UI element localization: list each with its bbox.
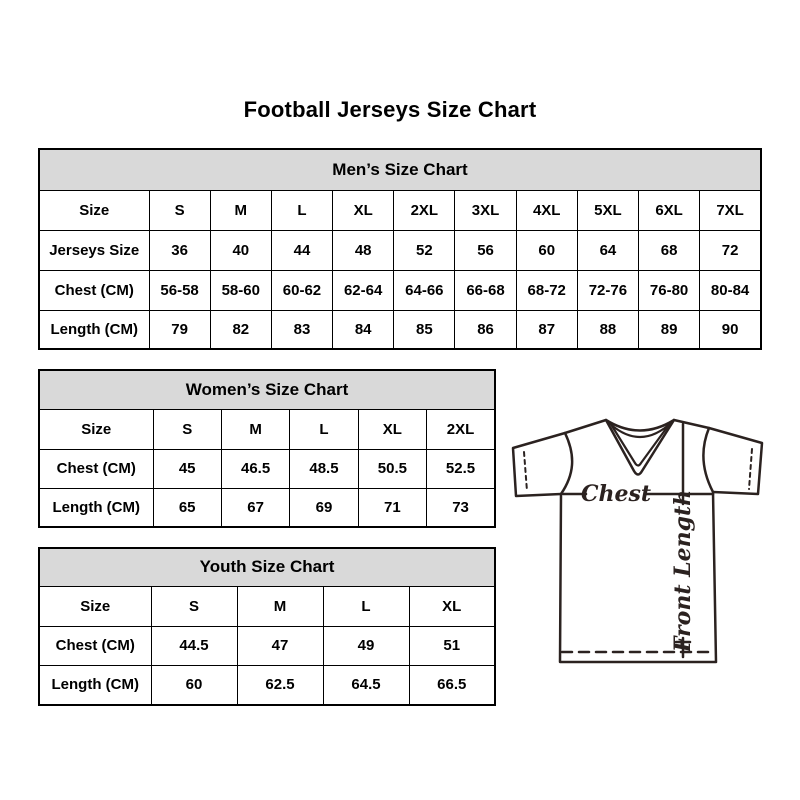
- table-header-row: [39, 149, 761, 190]
- table-title: Men’s Size Chart: [39, 149, 761, 190]
- table-cell: L: [271, 190, 332, 230]
- table-cell: S: [153, 409, 221, 449]
- table-cell: 84: [333, 310, 394, 349]
- table-cell: 64: [577, 230, 638, 270]
- table-cell: 6XL: [639, 190, 700, 230]
- table-cell: 46.5: [221, 449, 289, 488]
- table-cell: M: [221, 409, 289, 449]
- row-label-cell: Size: [39, 190, 149, 230]
- table-cell: 68-72: [516, 270, 577, 310]
- table-cell: 79: [149, 310, 210, 349]
- table-cell: 40: [210, 230, 271, 270]
- front-length-measure-label: Front Length: [670, 489, 696, 653]
- row-label-cell: Size: [39, 586, 151, 626]
- table-cell: 3XL: [455, 190, 516, 230]
- womens-size-table: [38, 369, 496, 528]
- table-cell: 83: [271, 310, 332, 349]
- table-row: [39, 665, 495, 705]
- row-label-cell: Length (CM): [39, 310, 149, 349]
- table-cell: 49: [323, 626, 409, 665]
- table-cell: 50.5: [358, 449, 426, 488]
- table-cell: S: [149, 190, 210, 230]
- table-cell: M: [210, 190, 271, 230]
- table-cell: 67: [221, 488, 289, 527]
- table-cell: 56-58: [149, 270, 210, 310]
- table-cell: 56: [455, 230, 516, 270]
- table-cell: 47: [237, 626, 323, 665]
- table-cell: XL: [358, 409, 426, 449]
- table-row: [39, 449, 495, 488]
- table-cell: 69: [290, 488, 358, 527]
- table-cell: 86: [455, 310, 516, 349]
- row-label-cell: Length (CM): [39, 665, 151, 705]
- table-header-row: [39, 370, 495, 409]
- table-row: [39, 488, 495, 527]
- table-cell: 62-64: [333, 270, 394, 310]
- table-row: [39, 270, 761, 310]
- table-cell: 65: [153, 488, 221, 527]
- table-cell: 62.5: [237, 665, 323, 705]
- table-cell: 58-60: [210, 270, 271, 310]
- table-cell: 52: [394, 230, 455, 270]
- table-cell: 44: [271, 230, 332, 270]
- table-cell: 89: [639, 310, 700, 349]
- table-title: Youth Size Chart: [39, 548, 495, 586]
- chest-measure-label: Chest: [580, 481, 652, 507]
- table-cell: 52.5: [427, 449, 495, 488]
- table-cell: 66-68: [455, 270, 516, 310]
- table-cell: 64-66: [394, 270, 455, 310]
- table-cell: 2XL: [394, 190, 455, 230]
- table-cell: 4XL: [516, 190, 577, 230]
- table-cell: 66.5: [409, 665, 495, 705]
- table-cell: 82: [210, 310, 271, 349]
- table-cell: 51: [409, 626, 495, 665]
- table-cell: XL: [333, 190, 394, 230]
- right-sleeve-outline: [709, 428, 762, 494]
- table-cell: 73: [427, 488, 495, 527]
- row-label-cell: Size: [39, 409, 153, 449]
- table-cell: 80-84: [700, 270, 761, 310]
- table-cell: 64.5: [323, 665, 409, 705]
- left-sleeve-outline: [513, 433, 565, 496]
- table-cell: 7XL: [700, 190, 761, 230]
- row-label-cell: Chest (CM): [39, 626, 151, 665]
- table-cell: 68: [639, 230, 700, 270]
- table-row: [39, 190, 761, 230]
- mens-size-table: [38, 148, 762, 350]
- table-title: Women’s Size Chart: [39, 370, 495, 409]
- table-cell: 60: [516, 230, 577, 270]
- table-cell: 5XL: [577, 190, 638, 230]
- table-cell: 48.5: [290, 449, 358, 488]
- table-cell: L: [323, 586, 409, 626]
- table-cell: S: [151, 586, 237, 626]
- table-cell: 36: [149, 230, 210, 270]
- table-cell: L: [290, 409, 358, 449]
- table-cell: 76-80: [639, 270, 700, 310]
- table-cell: 72-76: [577, 270, 638, 310]
- table-cell: 90: [700, 310, 761, 349]
- table-cell: 87: [516, 310, 577, 349]
- row-label-cell: Length (CM): [39, 488, 153, 527]
- table-cell: 48: [333, 230, 394, 270]
- table-cell: 44.5: [151, 626, 237, 665]
- row-label-cell: Jerseys Size: [39, 230, 149, 270]
- table-cell: 71: [358, 488, 426, 527]
- table-row: [39, 230, 761, 270]
- table-cell: 85: [394, 310, 455, 349]
- table-cell: 45: [153, 449, 221, 488]
- page-title: Football Jerseys Size Chart: [243, 97, 537, 122]
- table-cell: 60: [151, 665, 237, 705]
- row-label-cell: Chest (CM): [39, 449, 153, 488]
- table-header-row: [39, 548, 495, 586]
- row-label-cell: Chest (CM): [39, 270, 149, 310]
- table-cell: 60-62: [271, 270, 332, 310]
- table-cell: XL: [409, 586, 495, 626]
- jersey-measurement-diagram: [498, 403, 776, 671]
- youth-size-table: [38, 547, 496, 706]
- table-cell: 2XL: [427, 409, 495, 449]
- table-cell: 88: [577, 310, 638, 349]
- table-cell: M: [237, 586, 323, 626]
- table-cell: 72: [700, 230, 761, 270]
- table-row: [39, 310, 761, 349]
- table-row: [39, 586, 495, 626]
- table-row: [39, 409, 495, 449]
- table-row: [39, 626, 495, 665]
